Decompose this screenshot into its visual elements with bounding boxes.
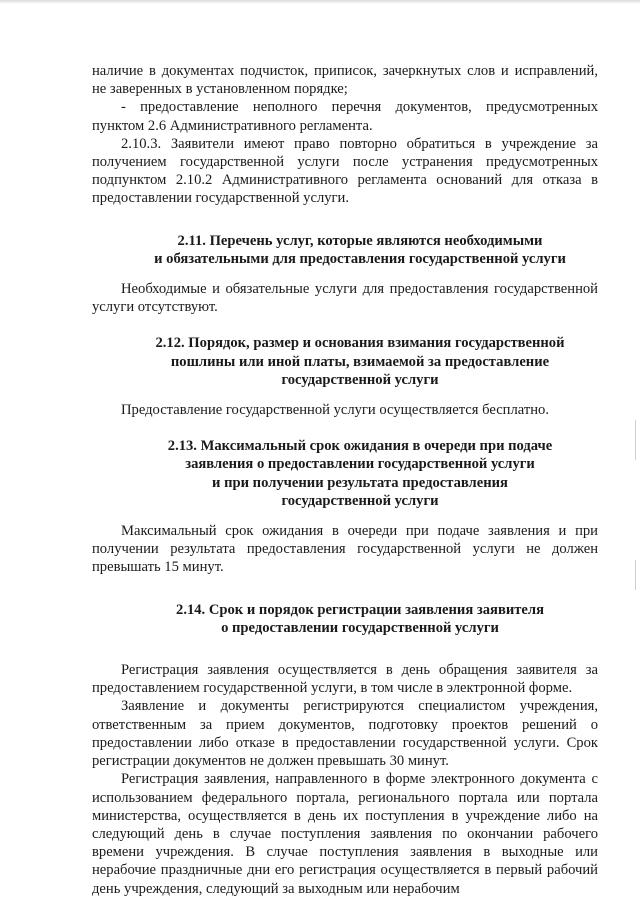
section-2-12-body: Предоставление государственной услуги осуществляется бесплатно. [121,402,549,419]
scan-margin-mark [635,560,636,590]
section-2-13-heading [92,437,598,510]
section-2-14-heading [92,601,598,637]
section-2-14-paragraph: Регистрация заявления, направленного в форме электронного документа с использованием федерального портала, регионального портала или портала министерства, осуществляется в день их поступления в учреждение либо на следующий день в случае поступления заявления по окончании рабочего времени учреждения. В случае поступления заявления в выходные или нерабочие праздничные дни его регистрация осуществляется в первый рабочий день учреждения, следующий за выходным или нерабочим [92,771,598,897]
heading-line: 2.14. Срок и порядок регистрации заявления заявителя [176,601,544,618]
heading-line: пошлины или иной платы, взимаемой за предоставление [170,353,550,370]
heading-line: 2.12. Порядок, размер и основания взимания государственной [155,335,565,352]
document-page [92,62,598,898]
paragraph-corrections: наличие в документах подчисток, приписок, зачеркнутых слов и исправлений, не заверенных в установленном порядке; [92,63,598,98]
scan-margin-mark [635,420,636,460]
section-2-14-paragraph: Регистрация заявления осуществляется в день обращения заявителя за предоставлением государственной услуги, в том числе в электронной форме. [92,662,598,697]
heading-line: 2.11. Перечень услуг, которые являются необходимыми [177,232,543,249]
heading-line: и при получении результата предоставления [212,474,508,491]
heading-line: 2.13. Максимальный срок ожидания в очереди при подаче [167,438,553,455]
heading-line: о предоставлении государственной услуги [221,619,499,636]
section-2-11-body: Необходимые и обязательные услуги для предоставления государственной услуги отсутствуют. [92,281,598,316]
section-2-14-paragraph: Заявление и документы регистрируются специалистом учреждения, ответственным за прием документов, подготовку проектов решений о предоставлении либо отказе в предоставлении государственной услуги. Срок регистрации документов не должен превышать 30 минут. [92,698,598,770]
paragraph-2-10-3: 2.10.3. Заявители имеют право повторно обратиться в учреждение за получением государственной услуги после устранения предусмотренных подпунктом 2.10.2 Административного регламента оснований для отказа в предоставлении государственной услуги. [92,135,598,207]
section-2-12-heading [92,334,598,389]
heading-line: государственной услуги [281,371,439,388]
scan-top-edge [0,0,640,4]
section-2-11-heading [92,232,598,268]
heading-line: заявления о предоставлении государственной услуги [185,456,535,473]
heading-line: государственной услуги [281,492,439,509]
heading-line: и обязательными для предоставления государственной услуги [154,250,566,267]
section-2-13-body: Максимальный срок ожидания в очереди при подаче заявления и при получении результата предоставления государственной услуги не должен превышать 15 минут. [92,523,598,576]
paragraph-incomplete-list: - предоставление неполного перечня документов, предусмотренных пунктом 2.6 Административного регламента. [92,99,598,134]
